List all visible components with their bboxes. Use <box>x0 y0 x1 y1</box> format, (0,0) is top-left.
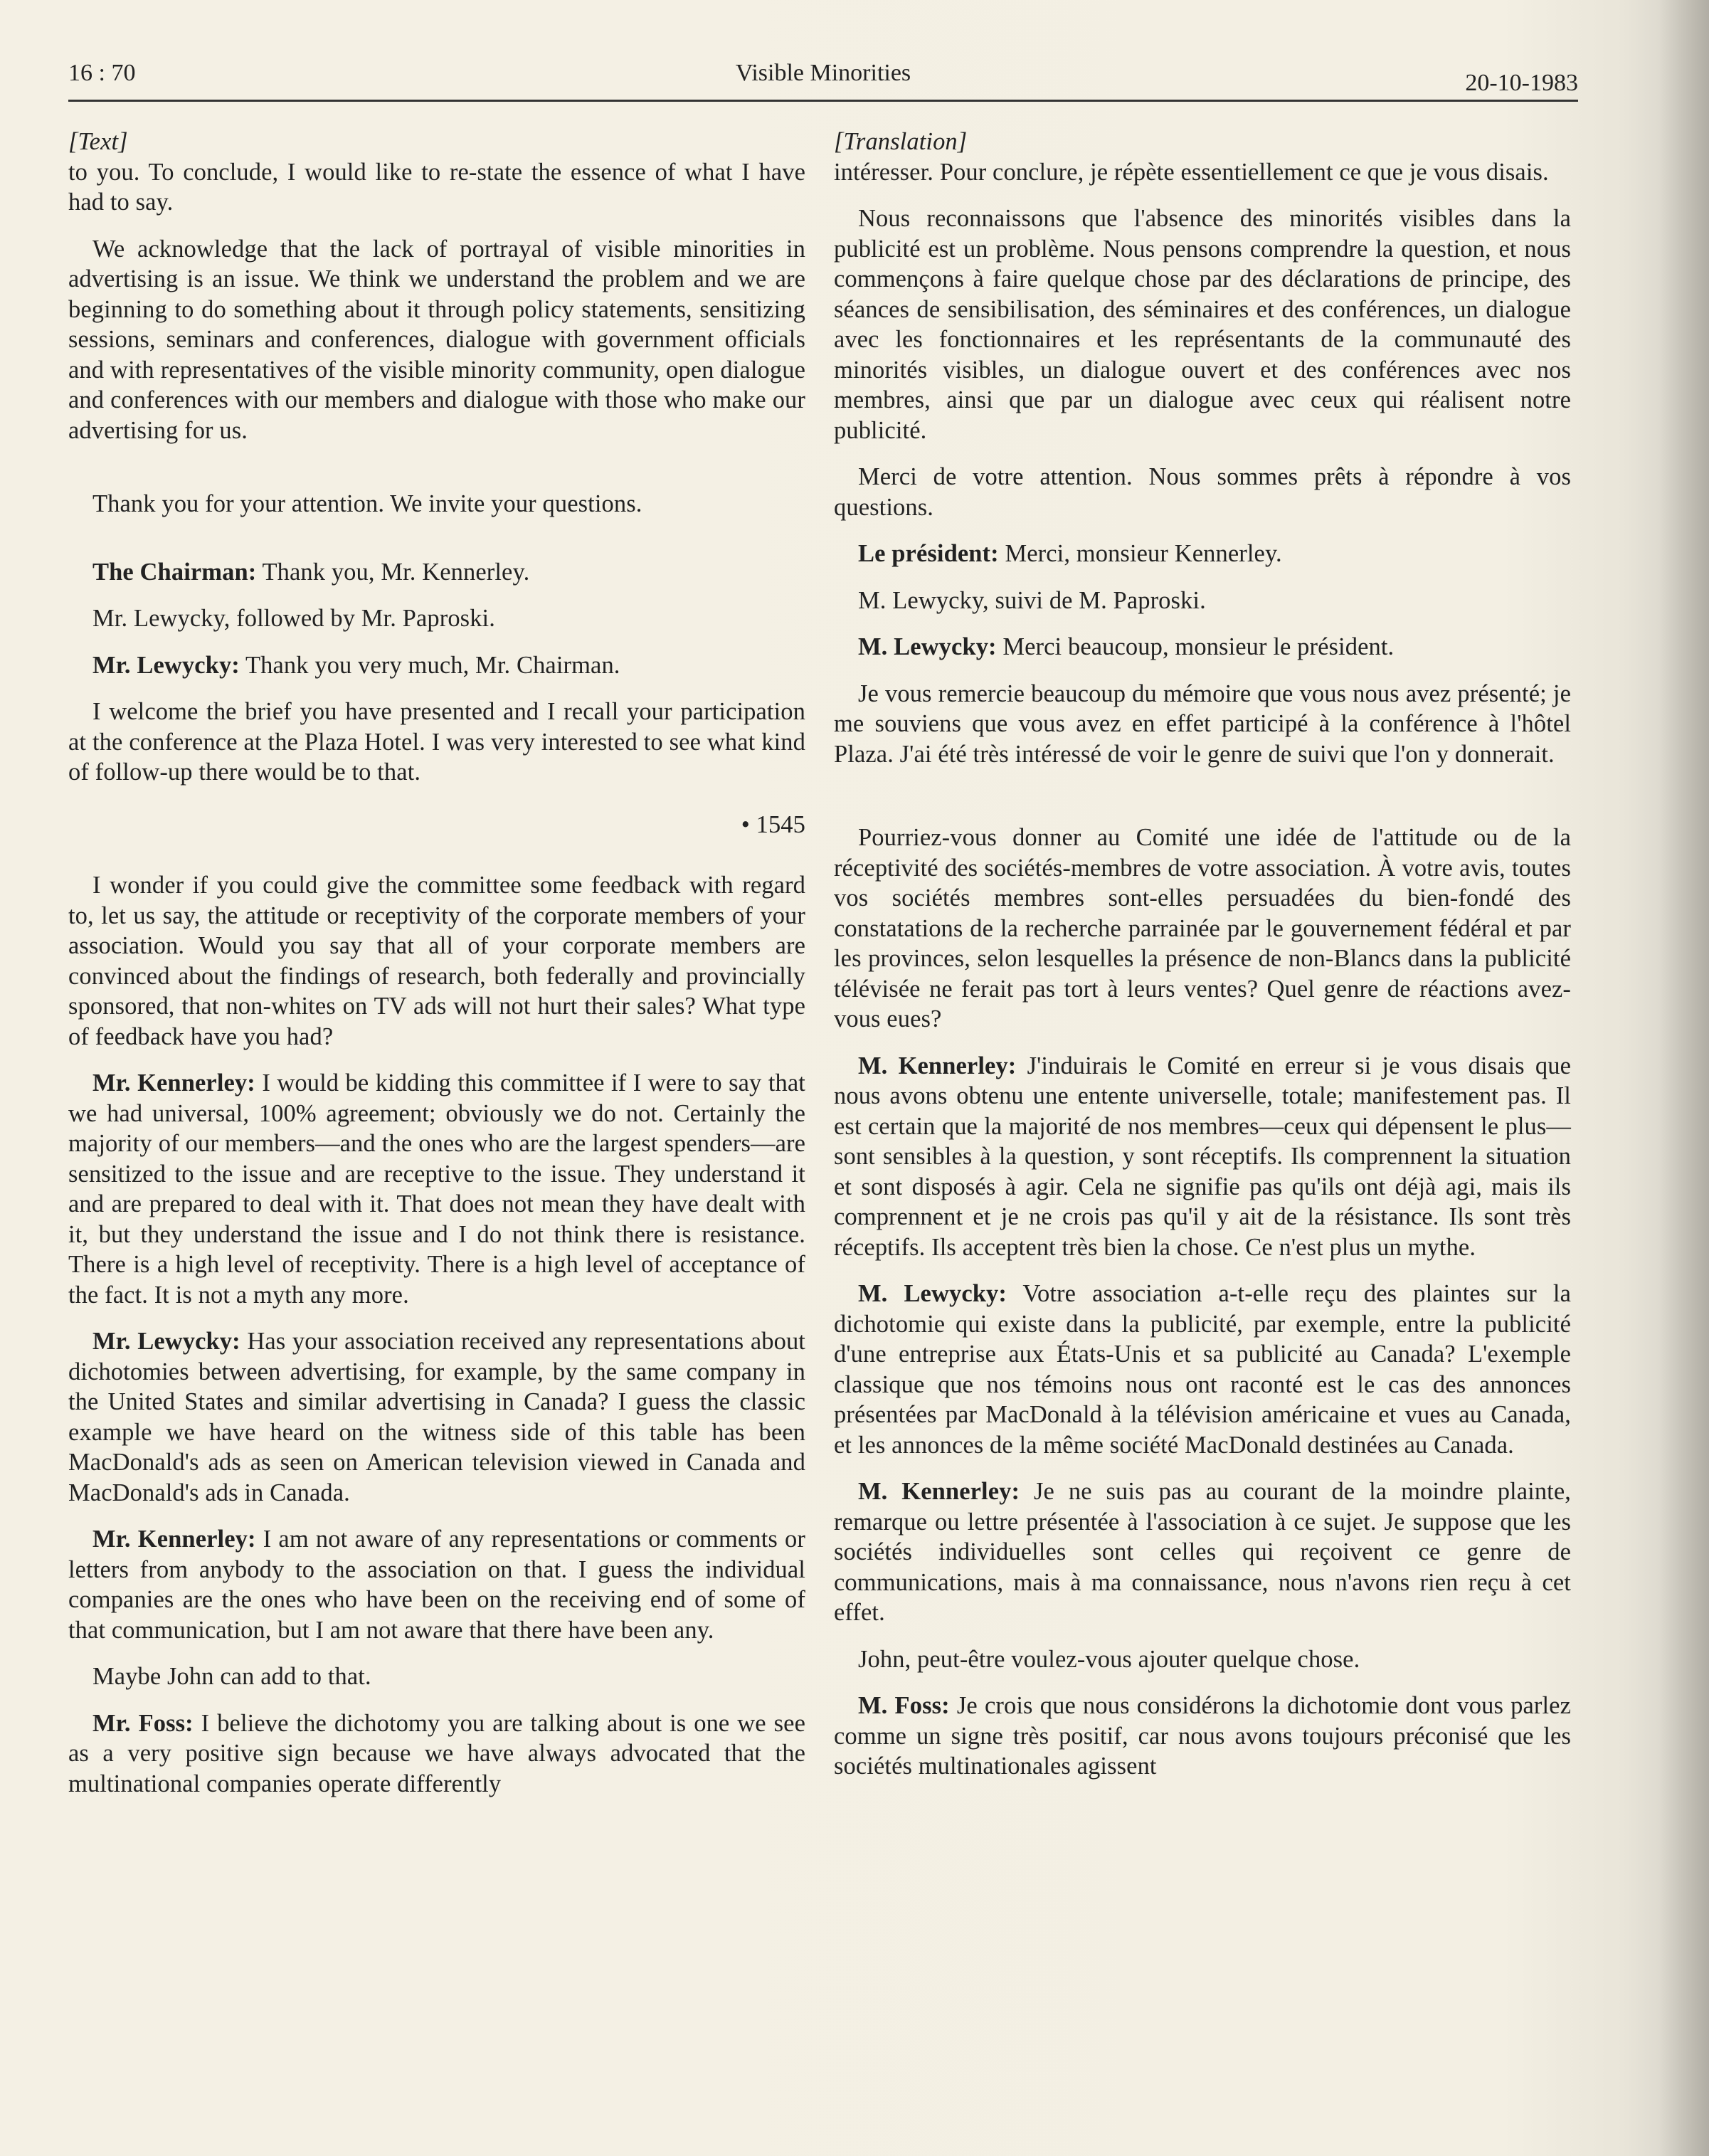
speaker-name: Mr. Lewycky: <box>92 1328 240 1355</box>
speaker-paragraph: M. Kennerley: J'induirais le Comité en erreur si je vous disais que nous avons obtenu une entente universelle, totale; manifestement pas. Il est certain que la majorité de nos membres—ceux qui dépensent le plus—sont sensibles à la question, y sont réceptifs. Ils comprennent la situation et sont disposés à agir. Cela ne signifie pas qu'ils ont déjà agi, mais ils comprennent et je ne crois pas qu'il y ait de la résistance. Ils sont très réceptifs. Ils acceptent très bien la chose. Ce n'est plus un mythe. <box>834 1052 1571 1261</box>
speaker-name: Mr. Kennerley: <box>92 1526 256 1553</box>
paragraph: Nous reconnaissons que l'absence des minorités visibles dans la publicité est un problème. Nous pensons comprendre la question, et nous commençons à faire quelque chose par des déclarations de principe, des séances de sensibilisation, des séminaires et des conférences, un dialogue avec les fonctionnaires et les représentants de la communauté des minorités visibles, un dialogue ouvert et des conférences avec nos membres, ainsi que par un dialogue avec ceux qui réalisent notre publicité. <box>834 205 1571 444</box>
speaker-name: M. Lewycky: <box>858 1280 1007 1307</box>
paragraph: John, peut-être voulez-vous ajouter quelque chose. <box>858 1645 1360 1673</box>
header-date: 20-10-1983 <box>1465 70 1578 96</box>
header-rule <box>68 100 1578 102</box>
paragraph: I wonder if you could give the committee some feedback with regard to, let us say, the attitude or receptivity of the corporate members of your association. Would you say that all of your corporate members are convinced about the findings of research, both federally and provincially sponsored, that non-whites on TV ads will not hurt their sales? What type of feedback have you had? <box>68 872 805 1050</box>
page-number: 16 : 70 <box>68 60 136 86</box>
column-label: [Text] <box>68 128 128 155</box>
speaker-paragraph: Mr. Kennerley: I am not aware of any representations or comments or letters from anybody to the association on that. I guess the individual companies are the ones who have been on the receiving end of some of that communication, but I am not aware that there have been any. <box>68 1526 805 1644</box>
speaker-name: Mr. Kennerley: <box>92 1069 255 1097</box>
paragraph: Mr. Lewycky, followed by Mr. Paproski. <box>92 605 495 632</box>
paragraph: Merci de votre attention. Nous sommes prêts à répondre à vos questions. <box>834 463 1571 521</box>
speaker-name: M. Foss: <box>858 1692 950 1719</box>
speaker-name: M. Kennerley: <box>858 1052 1017 1079</box>
speaker-paragraph: M. Foss: Je crois que nous considérons la dichotomie dont vous parlez comme un signe très positif, car nous avons toujours préconisé que les sociétés multinationales agissent <box>834 1692 1571 1780</box>
paragraph: Thank you for your attention. We invite your questions. <box>92 490 642 517</box>
speaker-name: The Chairman: <box>92 558 257 586</box>
column-label: [Translation] <box>834 128 968 155</box>
paragraph: to you. To conclude, I would like to re-state the essence of what I have had to say. <box>68 158 805 216</box>
speaker-paragraph: M. Kennerley: Je ne suis pas au courant de la moindre plainte, remarque ou lettre présentée à l'association à ce sujet. Je suppose que les sociétés individuelles sont celles qui reçoivent ce genre de communications, mais à ma connaissance, nous n'avons rien reçu à cet effet. <box>834 1478 1572 1626</box>
speaker-name: M. Lewycky: <box>858 633 997 660</box>
paragraph: We acknowledge that the lack of portrayal of visible minorities in advertising is an issue. We think we understand the problem and we are beginning to do something about it through policy statements, sensitizing sessions, seminars and conferences, dialogue with government officials and with representatives of the visible minority community, open dialogue and conferences with our members and dialogue with those who make our advertising for us. <box>68 235 805 444</box>
english-column <box>68 127 805 1815</box>
speaker-paragraph: Le président: Merci, monsieur Kennerley. <box>858 540 1282 567</box>
speaker-paragraph: M. Lewycky: Votre association a-t-elle reçu des plaintes sur la dichotomie qui existe dans la publicité, par exemple, entre la publicité d'une entreprise aux États-Unis et sa publicité au Canada? L'exemple classique que nos témoins nous ont raconté est le cas des annonces présentées par MacDonald à la télévision américaine et vues au Canada, et les annonces de la même société MacDonald destinées au Canada. <box>834 1280 1572 1459</box>
speaker-paragraph: Mr. Lewycky: Thank you very much, Mr. Chairman. <box>92 651 620 679</box>
paragraph: Je vous remercie beaucoup du mémoire que vous nous avez présenté; je me souviens que vous avez en effet participé à la conférence à l'hôtel Plaza. J'ai été très intéressé de voir le genre de suivi que l'on y donnerait. <box>834 680 1571 768</box>
running-title: Visible Minorities <box>735 60 911 86</box>
page-edge-shadow <box>1659 0 1709 2156</box>
french-column <box>834 127 1571 1798</box>
paragraph: Maybe John can add to that. <box>92 1663 371 1690</box>
speaker-paragraph: Mr. Kennerley: I would be kidding this committee if I were to say that we had universal, 100% agreement; obviously we do not. Certainly the majority of our members—and the ones who are the largest spenders—are sensitized to the issue and are receptive to the issue. They understand it and are prepared to deal with it. That does not mean they have dealt with it, but they understand the issue and I do not think there is resistance. There is a high level of receptivity. There is a high level of acceptance of the fact. It is not a myth any more. <box>68 1069 805 1309</box>
paragraph: intéresser. Pour conclure, je répète essentiellement ce que je vous disais. <box>834 158 1549 186</box>
speaker-name: M. Kennerley: <box>858 1478 1020 1505</box>
time-marker: • 1545 <box>741 810 805 838</box>
page-header <box>68 56 1578 97</box>
speaker-paragraph: Mr. Foss: I believe the dichotomy you are talking about is one we see as a very positive sign because we have always advocated that the multinational companies operate differently <box>68 1709 805 1797</box>
speaker-name: Le président: <box>858 540 999 567</box>
paragraph: M. Lewycky, suivi de M. Paproski. <box>858 586 1206 614</box>
paragraph: Pourriez-vous donner au Comité une idée de l'attitude ou de la réceptivité des sociétés-membres de votre association. À votre avis, toutes vos sociétés membres sont-elles persuadées du bien-fondé des constatations de la recherche parrainée par le gouvernement fédéral et par les provinces, selon lesquelles la présence de non-Blancs dans la publicité télévisée ne ferait pas tort à leurs ventes? Quel genre de réactions avez-vous eues? <box>834 824 1571 1032</box>
speaker-paragraph: M. Lewycky: Merci beaucoup, monsieur le président. <box>858 633 1395 660</box>
speaker-name: Mr. Lewycky: <box>92 651 240 679</box>
paragraph: I welcome the brief you have presented and I recall your participation at the conference at the Plaza Hotel. I was very interested to see what kind of follow-up there would be to that. <box>68 698 805 786</box>
speaker-paragraph: Mr. Lewycky: Has your association received any representations about dichotomies between advertising, for example, by the same company in the United States and similar advertising in Canada? I guess the classic example we have heard on the witness side of this table has been MacDonald's ads as seen on American television viewed in Canada and MacDonald's ads in Canada. <box>68 1328 805 1506</box>
speaker-paragraph: The Chairman: Thank you, Mr. Kennerley. <box>92 558 530 586</box>
speaker-name: Mr. Foss: <box>92 1709 194 1737</box>
